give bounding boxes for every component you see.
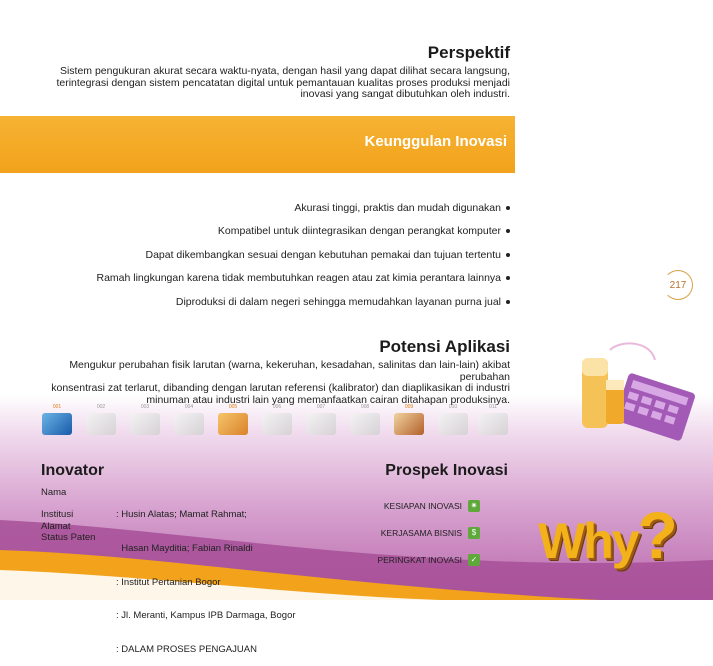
sector-icons [40, 404, 510, 444]
bottles-calculator-illustration [580, 340, 700, 450]
perspektif-line: terintegrasi dengan sistem pencatatan digital untuk pemantauan kualitas proses produksi menjadi [56, 76, 510, 89]
sector-pictogram-icon [262, 413, 292, 435]
sector-icon [348, 404, 382, 444]
sector-number: 002 [96, 404, 106, 410]
label-institusi: Institusi [41, 509, 74, 521]
inovator-labels [41, 487, 95, 543]
sector-number: 004 [184, 404, 194, 410]
sector-number: 003 [140, 404, 150, 410]
sector-pictogram-icon [478, 413, 508, 435]
benefit-text: Dapat dikembangkan sesuai dengan kebutuhan pemakai dan tujuan tertentu [145, 248, 501, 261]
sector-icon [260, 404, 294, 444]
sector-icon [392, 404, 426, 444]
value-alamat: : Jl. Meranti, Kampus IPB Darmaga, Bogor [116, 610, 296, 622]
bullet-icon [506, 300, 510, 304]
benefit-text: Ramah lingkungan karena tidak membutuhkan reagen atau zat kimia perantara lainnya [96, 272, 501, 285]
sector-icon [304, 404, 338, 444]
sector-number: 011 [489, 404, 497, 410]
industry-icon [218, 413, 248, 435]
bullet-icon [506, 253, 510, 257]
list-item [30, 290, 510, 314]
sector-pictogram-icon [350, 413, 380, 435]
label-status-paten: Status Paten [41, 531, 96, 543]
inovator-values [116, 487, 296, 666]
sector-pictogram-icon [306, 413, 336, 435]
list-item [340, 492, 480, 519]
bullet-icon [506, 206, 510, 210]
label-blank [41, 498, 95, 509]
perspektif-text [30, 66, 510, 101]
money-bag-icon: $ [468, 527, 480, 539]
value-status-paten: : DALAM PROSES PENGAJUAN [116, 643, 257, 655]
tech-device-icon [42, 413, 72, 435]
why-text: Why [538, 513, 638, 569]
page-number: 217 [663, 270, 693, 300]
benefit-text: Akurasi tinggi, praktis dan mudah digunakan [294, 201, 501, 214]
sector-icon [128, 404, 162, 444]
sector-number: 008 [360, 404, 370, 410]
benefit-text: Diproduksi di dalam negeri sehingga memudahkan layanan purna jual [175, 295, 501, 308]
label-nama: Nama [41, 487, 67, 498]
sector-number: 007 [316, 404, 326, 410]
value-nama: : Husin Alatas; Mamat Rahmat; [116, 509, 247, 521]
prospek-list [340, 492, 480, 573]
potensi-line: minuman atau industri lain yang memanfaatkan cairan ditahapan produksinya. [146, 393, 510, 406]
sector-icon [436, 404, 470, 444]
potensi-title: Potensi Aplikasi [379, 337, 510, 356]
list-item [30, 243, 510, 267]
sector-icon [476, 404, 510, 444]
food-icon [394, 413, 424, 435]
keunggulan-list [30, 196, 510, 314]
bullet-icon [506, 229, 510, 233]
inovator-title: Inovator [41, 462, 105, 479]
sector-icon [216, 404, 250, 444]
sector-number: 006 [272, 404, 282, 410]
sector-pictogram-icon [130, 413, 160, 435]
keunggulan-title: Keunggulan Inovasi [364, 133, 507, 150]
why-logo [538, 497, 676, 573]
sector-pictogram-icon [86, 413, 116, 435]
value-nama-cont: Hasan Mayditia; Fabian Rinaldi [116, 543, 253, 555]
question-mark: ? [637, 498, 676, 572]
list-item [340, 519, 480, 546]
sector-pictogram-icon [438, 413, 468, 435]
potensi-text [20, 360, 510, 406]
sector-number: 009 [404, 404, 414, 410]
bullet-icon [506, 276, 510, 280]
sector-number: 010 [448, 404, 458, 410]
list-item [30, 220, 510, 244]
gear-icon: ✷ [468, 500, 480, 512]
prospek-title: Prospek Inovasi [385, 462, 508, 479]
list-item [340, 546, 480, 573]
prospek-label: KESIAPAN INOVASI [383, 500, 462, 511]
potensi-line: Mengukur perubahan fisik larutan (warna, kekeruhan, kesadahan, salinitas dan lain-lain) akibat perubahan [69, 359, 510, 383]
benefit-text: Kompatibel untuk diintegrasikan dengan perangkat komputer [217, 225, 501, 238]
list-item [30, 267, 510, 291]
perspektif-line: inovasi yang sangat dibutuhkan oleh industri. [300, 88, 510, 100]
list-item [30, 196, 510, 220]
keunggulan-band [0, 116, 515, 173]
thumbs-up-icon: ✓ [468, 554, 480, 566]
value-institusi: : Institut Pertanian Bogor [116, 576, 221, 588]
sector-number: 001 [52, 404, 62, 410]
perspektif-line: Sistem pengukuran akurat secara waktu-nyata, dengan hasil yang dapat dilihat secara langsung, [59, 65, 510, 77]
prospek-label: KERJASAMA BISNIS [380, 527, 462, 538]
sector-pictogram-icon [174, 413, 204, 435]
potensi-line: konsentrasi zat terlarut, dibanding dengan larutan referensi (kalibrator) dan diaplikasikan di industri [51, 382, 510, 394]
sector-icon [40, 404, 74, 444]
label-alamat: Alamat [41, 520, 71, 532]
sector-number: 005 [228, 404, 238, 410]
perspektif-title: Perspektif [427, 43, 510, 62]
sector-icon [84, 404, 118, 444]
prospek-label: PERINGKAT INOVASI [377, 554, 462, 565]
sector-icon [172, 404, 206, 444]
